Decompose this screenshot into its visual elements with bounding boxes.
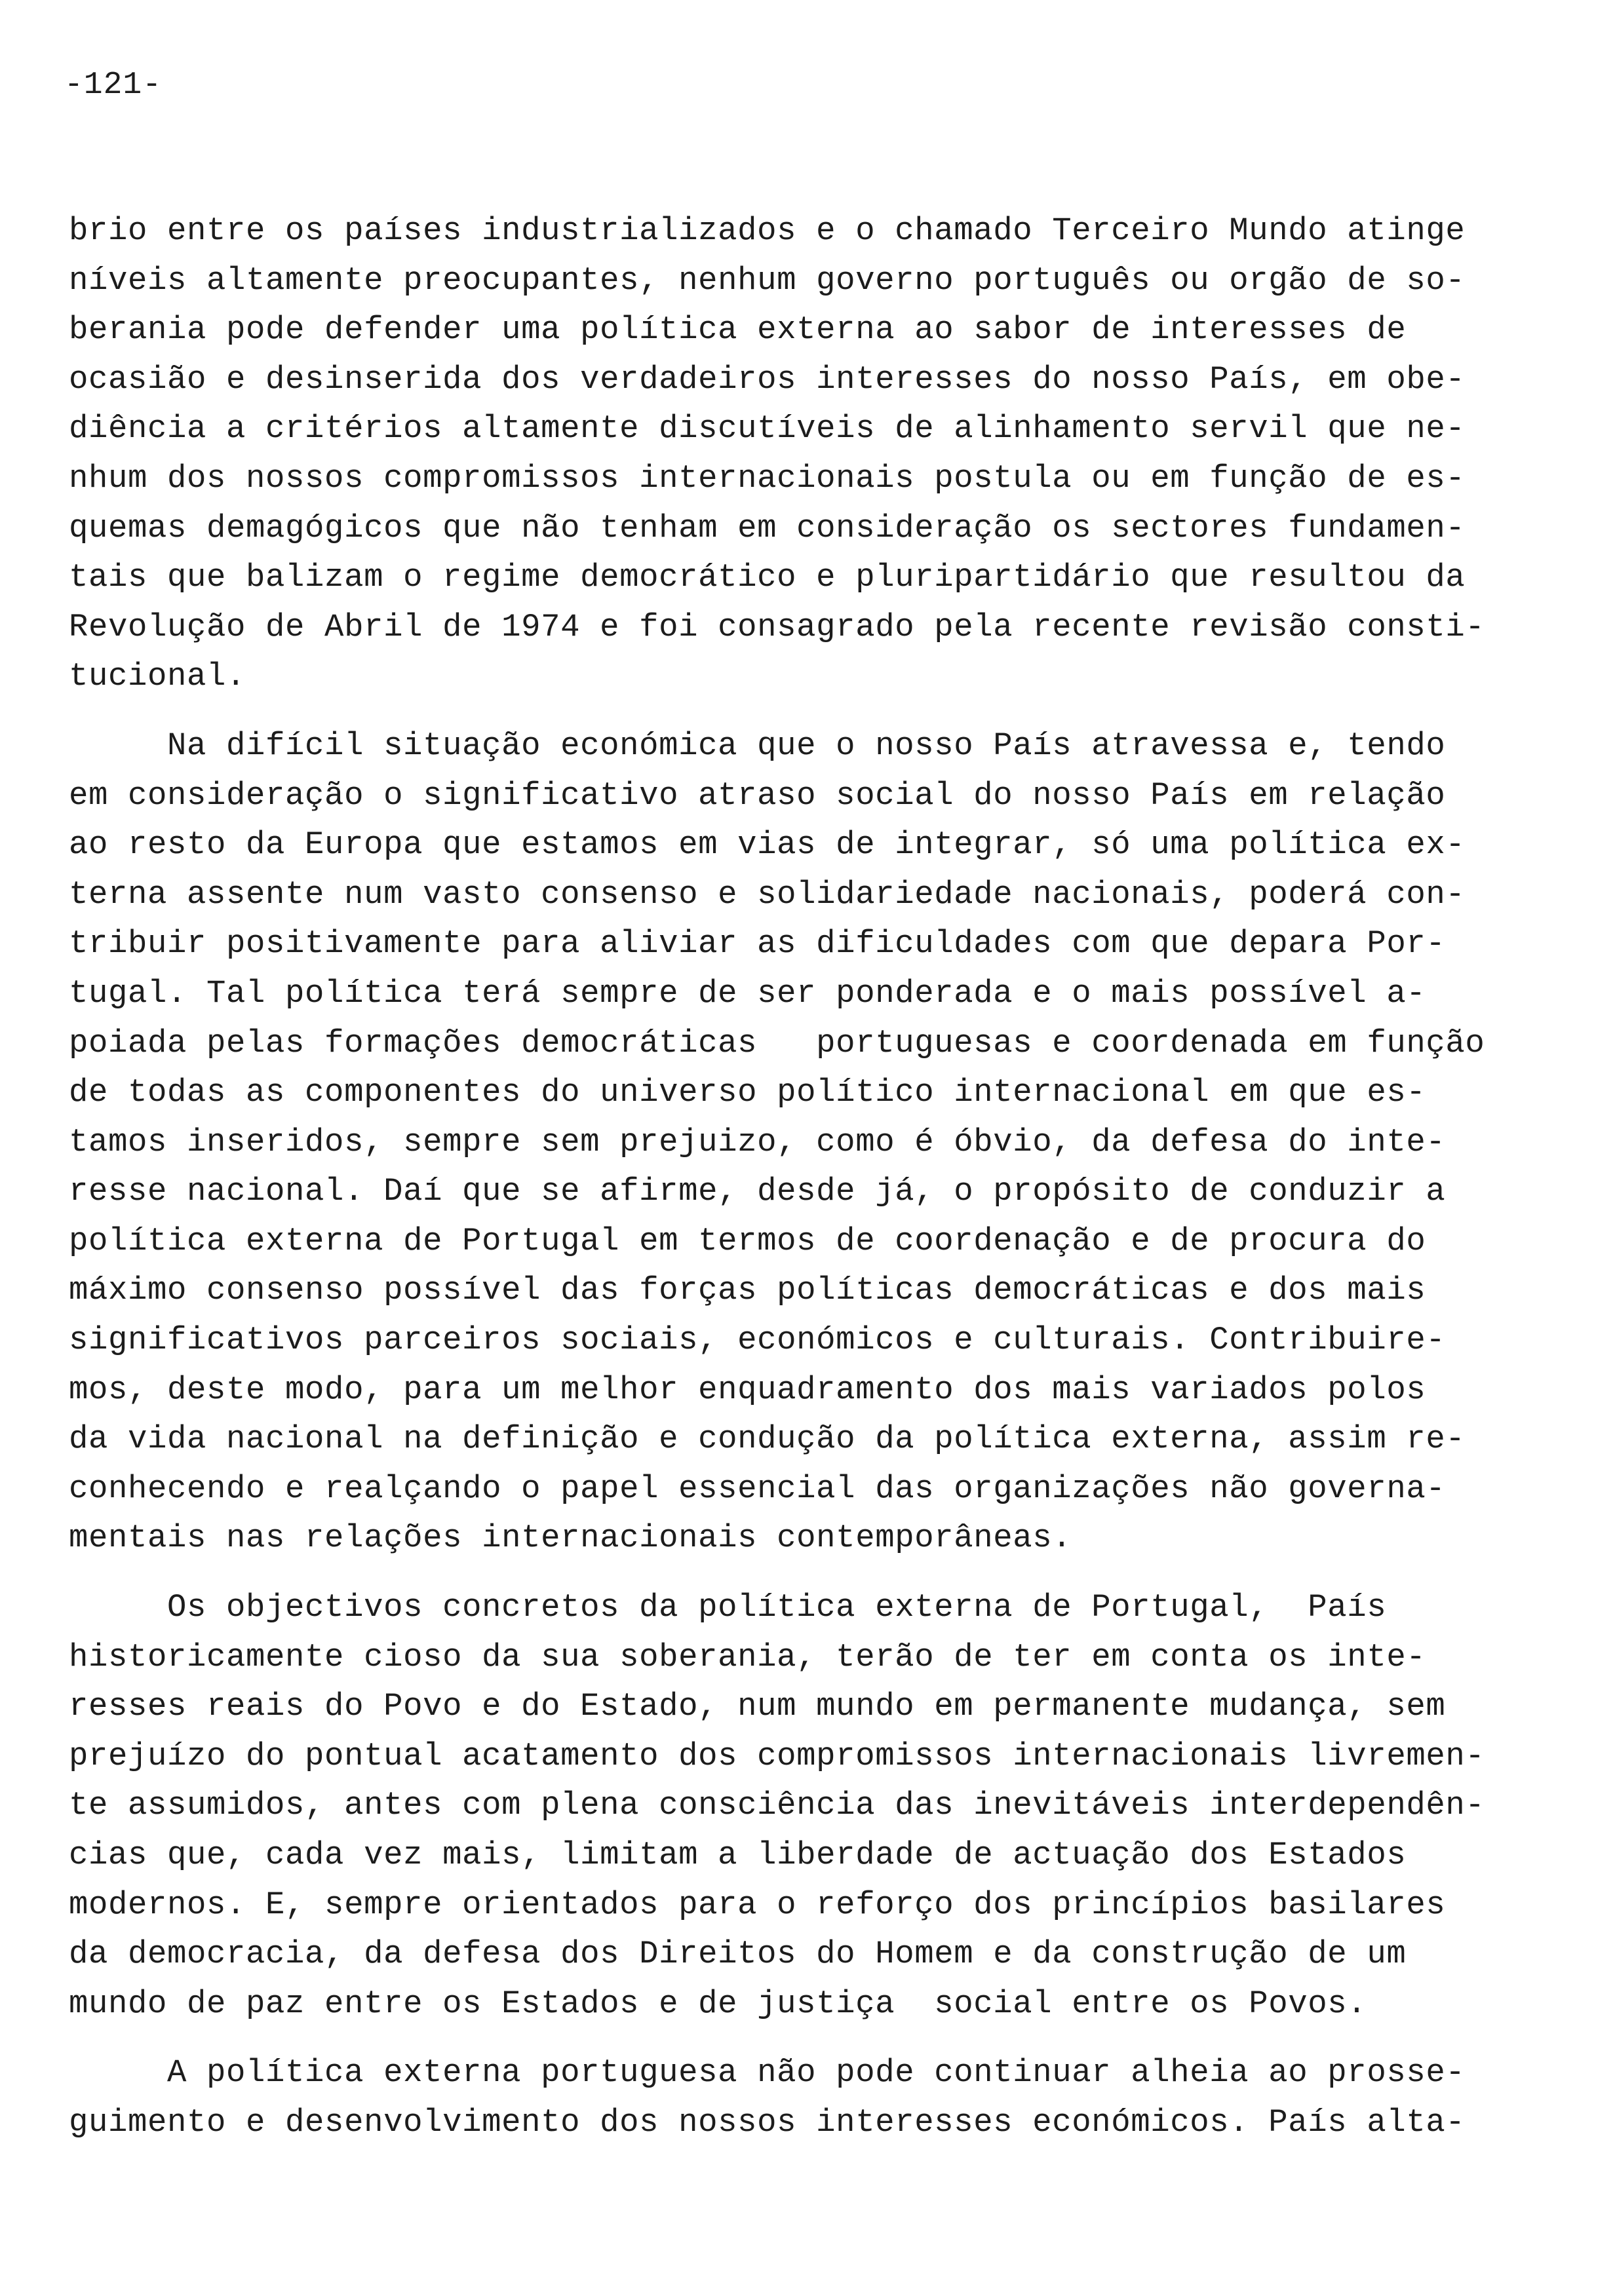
- text-line: te assumidos, antes com plena consciência das inevitáveis interdependên-: [69, 1787, 1485, 1824]
- text-line: diência a critérios altamente discutíveis de alinhamento servil que ne-: [69, 410, 1466, 448]
- text-line: em consideração o significativo atraso social do nosso País em relação: [69, 776, 1446, 814]
- paragraph-spacer: [69, 2029, 1491, 2048]
- text-line: berania pode defender uma política externa ao sabor de interesses de: [69, 311, 1407, 349]
- paragraph: [69, 2048, 1491, 2147]
- text-line: níveis altamente preocupantes, nenhum governo português ou orgão de so-: [69, 261, 1466, 299]
- text-line: significativos parceiros sociais, económicos e culturais. Contribuire-: [69, 1322, 1446, 1359]
- text-line: tribuir positivamente para aliviar as dificuldades com que depara Por-: [69, 925, 1446, 963]
- body-text: [69, 206, 1491, 2148]
- paragraph: [69, 721, 1491, 1563]
- text-line: tugal. Tal política terá sempre de ser ponderada e o mais possível a-: [69, 974, 1426, 1012]
- text-line: cias que, cada vez mais, limitam a liberdade de actuação dos Estados: [69, 1837, 1407, 1873]
- text-line: ocasião e desinserida dos verdadeiros interesses do nosso País, em obe-: [69, 360, 1466, 398]
- page-number: -121-: [64, 67, 163, 103]
- text-line: terna assente num vasto consenso e solidariedade nacionais, poderá con-: [69, 875, 1466, 913]
- text-line: prejuízo do pontual acatamento dos compromissos internacionais livremen-: [69, 1737, 1485, 1774]
- text-line: tamos inseridos, sempre sem prejuizo, como é óbvio, da defesa do inte-: [69, 1123, 1446, 1160]
- text-line: Os objectivos concretos da política externa de Portugal, País: [69, 1589, 1387, 1626]
- text-line: máximo consenso possível das forças políticas democráticas e dos mais: [69, 1272, 1426, 1309]
- paragraph: [69, 206, 1491, 702]
- text-line: resses reais do Povo e do Estado, num mundo em permanente mudança, sem: [69, 1688, 1446, 1725]
- text-line: modernos. E, sempre orientados para o reforço dos princípios basilares: [69, 1886, 1446, 1923]
- text-line: quemas demagógicos que não tenham em consideração os sectores fundamen-: [69, 509, 1466, 546]
- text-line: guimento e desenvolvimento dos nossos interesses económicos. País alta-: [69, 2103, 1466, 2141]
- paragraph-spacer: [69, 702, 1491, 721]
- text-line: da democracia, da defesa dos Direitos do Homem e da construção de um: [69, 1936, 1407, 1973]
- text-line: Na difícil situação económica que o nosso País atravessa e, tendo: [69, 727, 1446, 764]
- text-line: ao resto da Europa que estamos em vias de integrar, só uma política ex-: [69, 826, 1466, 864]
- paragraph-spacer: [69, 1563, 1491, 1583]
- text-line: tais que balizam o regime democrático e pluripartidário que resultou da: [69, 559, 1466, 596]
- text-line: de todas as componentes do universo político internacional em que es-: [69, 1074, 1426, 1111]
- text-line: historicamente cioso da sua soberania, terão de ter em conta os inte-: [69, 1638, 1426, 1675]
- text-line: resse nacional. Daí que se afirme, desde já, o propósito de conduzir a: [69, 1173, 1446, 1210]
- text-line: mundo de paz entre os Estados e de justiça social entre os Povos.: [69, 1985, 1367, 2022]
- paragraph: [69, 1583, 1491, 2029]
- text-line: brio entre os países industrializados e o chamado Terceiro Mundo atinge: [69, 212, 1466, 249]
- text-line: poiada pelas formações democráticas portuguesas e coordenada em função: [69, 1024, 1485, 1062]
- text-line: A política externa portuguesa não pode continuar alheia ao prosse-: [69, 2054, 1466, 2092]
- text-line: política externa de Portugal em termos de coordenação e de procura do: [69, 1222, 1426, 1259]
- text-line: conhecendo e realçando o papel essencial das organizações não governa-: [69, 1470, 1446, 1507]
- text-line: tucional.: [69, 658, 246, 695]
- text-line: mos, deste modo, para um melhor enquadramento dos mais variados polos: [69, 1371, 1426, 1408]
- text-line: nhum dos nossos compromissos internacionais postula ou em função de es-: [69, 459, 1466, 497]
- text-line: mentais nas relações internacionais contemporâneas.: [69, 1520, 1072, 1557]
- text-line: Revolução de Abril de 1974 e foi consagrado pela recente revisão consti-: [69, 608, 1485, 645]
- text-line: da vida nacional na definição e condução da política externa, assim re-: [69, 1421, 1466, 1458]
